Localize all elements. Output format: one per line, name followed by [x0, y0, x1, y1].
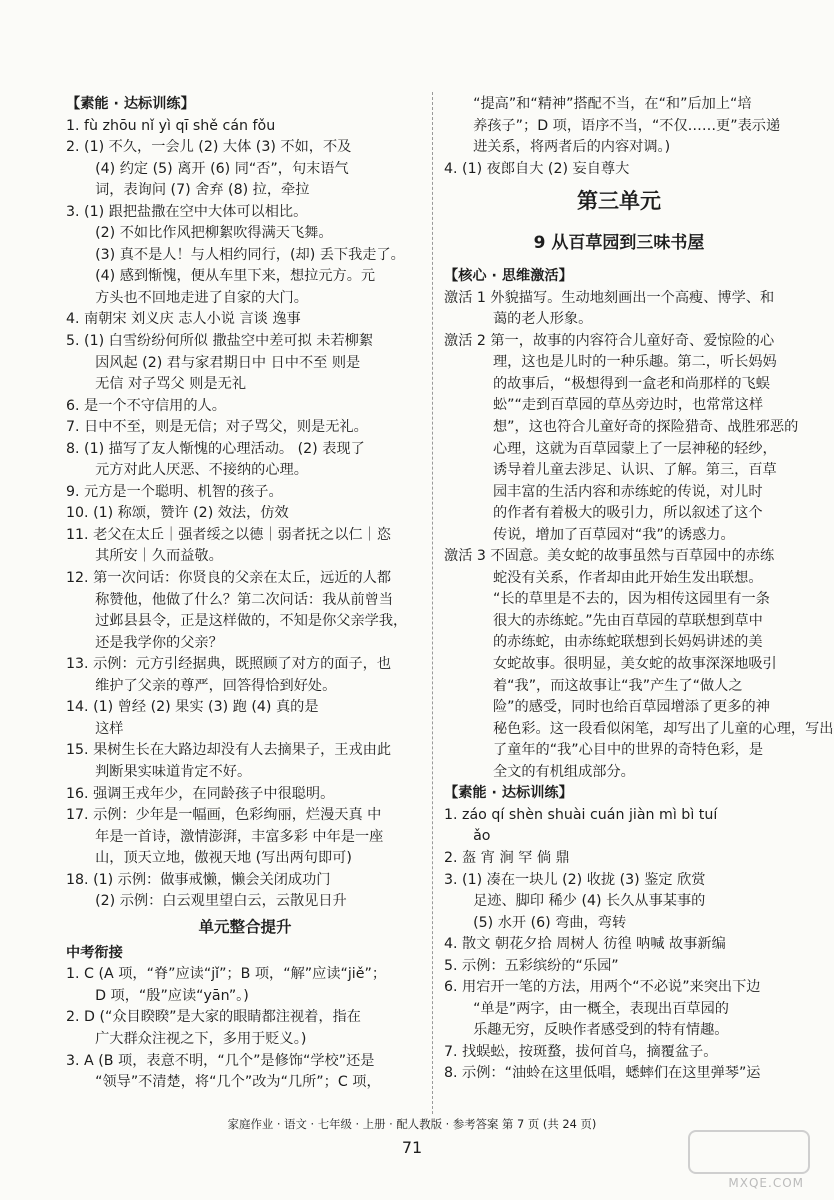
- answer-line: 蛇没有关系，作者却由此开始生发出联想。: [492, 569, 763, 586]
- answer-line: 2. (1) 不久，一会儿 (2) 大体 (3) 不如，不及: [66, 139, 352, 156]
- answer-line: 进关系，将两者后的内容对调。): [473, 139, 671, 156]
- answer-line: 女蛇故事。很明显，美女蛇的故事深深地吸引: [492, 656, 777, 673]
- answer-line: 14. (1) 曾经 (2) 果实 (3) 跑 (4) 真的是: [66, 699, 319, 716]
- column-divider: [432, 92, 434, 1114]
- answer-line: 3. A (B 项，表意不明，“几个”是修饰“学校”还是: [66, 1052, 375, 1069]
- answer-line: “领导”不清楚，将“几个”改为“几所”；C 项，: [95, 1074, 381, 1091]
- answer-line: 无信 对子骂父 则是无礼: [95, 376, 247, 393]
- answer-line: 还是我学你的父亲？: [95, 634, 223, 651]
- left-column: [66, 94, 424, 1094]
- answer-line: 9. 元方是一个聪明、机智的孩子。: [66, 483, 283, 500]
- answer-line: 的故事后，“极想得到一盒老和尚那样的飞蜈: [492, 375, 770, 392]
- answer-line: 7. 日中不至，则是无信；对子骂父，则是无礼。: [66, 419, 368, 436]
- answer-line: 广大群众注视之下，多用于贬义。): [95, 1030, 307, 1047]
- answer-line: 判断果实味道肯定不好。: [95, 763, 252, 780]
- answer-line: D 项，“殷”应读“yān”。): [95, 987, 249, 1004]
- answer-line: 山，顶天立地，傲视天地 (写出两句即可): [95, 850, 352, 867]
- answer-line: 称赞他，他做了什么？第二次问话：我从前曾当: [95, 591, 394, 608]
- answer-line: 15. 果树生长在大路边却没有人去摘果子，王戎由此: [66, 742, 392, 759]
- answer-line: 3. (1) 跟把盐撒在空中大体可以相比。: [66, 203, 308, 220]
- answer-line: 维护了父亲的尊严，回答得恰到好处。: [95, 677, 337, 694]
- answer-line: 秘色彩。这一段看似闲笔，却写出了儿童的心理，写出: [492, 720, 834, 737]
- section-heading: 【素能 · 达标训练】: [444, 785, 573, 802]
- page-footer: 家庭作业 · 语文 · 七年级 · 上册 · 配人教版 · 参考答案 第 7 页 (共 24 页): [227, 1117, 597, 1131]
- lesson-title: 9 从百草园到三味书屋: [533, 233, 705, 254]
- section-heading: 中考衔接: [66, 944, 123, 961]
- answer-line: 16. 强调王戎年少，在同龄孩子中很聪明。: [66, 785, 335, 802]
- answer-line: 蔼的老人形象。: [492, 311, 593, 328]
- answer-line: 13. 示例：元方引经据典，既照顾了对方的面子，也: [66, 656, 392, 673]
- answer-line: 全文的有机组成部分。: [492, 763, 635, 780]
- answer-line: 5. (1) 白雪纷纷何所似 撒盐空中差可拟 未若柳絮: [66, 333, 374, 350]
- answer-line: ǎo: [473, 828, 491, 845]
- answer-line: 激活 2 第一，故事的内容符合儿童好奇、爱惊险的心: [444, 332, 775, 349]
- answer-line: 17. 示例：少年是一幅画，色彩绚丽，烂漫天真 中: [66, 807, 382, 824]
- answer-line: 过邺县县令，正是这样做的，不知是你父亲学我，: [95, 613, 408, 630]
- answer-line: “单是”两字，由一概全，表现出百草园的: [473, 1000, 729, 1017]
- answer-line: 诱导着儿童去涉足、认识、了解。第三，百草: [492, 462, 777, 479]
- answer-line: “长的草里是不去的，因为相传这园里有一条: [492, 591, 770, 608]
- page-number: 71: [401, 1138, 423, 1157]
- answer-line: (2) 不如比作风把柳絮吹得满天飞舞。: [95, 225, 333, 242]
- answer-line: 足迹、脚印 稀少 (4) 长久从事某事的: [473, 893, 706, 910]
- answer-line: 1. záo qí shèn shuài cuán jiàn mì bì tuí: [444, 806, 718, 823]
- answer-line: (2) 示例：白云观里望白云，云散见日升: [95, 893, 347, 910]
- answer-line: 年是一首诗，激情澎湃，丰富多彩 中年是一座: [95, 828, 384, 845]
- answer-line: “提高”和“精神”搭配不当，在“和”后加上“培: [473, 96, 752, 112]
- answer-line: 4. (1) 夜郎自大 (2) 妄自尊大: [444, 160, 630, 177]
- right-column: [444, 94, 834, 1085]
- answer-line: 其所安｜久而益敬。: [95, 548, 223, 565]
- answer-line: (3) 真不是人！与人相约同行，(却) 丢下我走了。: [95, 246, 405, 263]
- answer-line: (4) 约定 (5) 离开 (6) 同“否”，句末语气: [95, 160, 349, 177]
- answer-line: 8. 示例：“油蛉在这里低唱，蟋蟀们在这里弹琴”运: [444, 1065, 761, 1082]
- answer-line: 激活 3 不固意。美女蛇的故事虽然与百草园中的赤练: [444, 548, 775, 565]
- answer-line: 险”的感受，同时也给百草园增添了更多的神: [492, 699, 770, 716]
- answer-line: 10. (1) 称颂，赞许 (2) 效法，仿效: [66, 505, 289, 522]
- watermark-text: MXQE.COM: [728, 1176, 804, 1190]
- answer-line: 词，表询问 (7) 舍弃 (8) 拉，牵拉: [95, 182, 310, 199]
- answer-line: 着“我”，而这故事让“我”产生了“做人之: [492, 677, 743, 694]
- answer-line: 心理，这就为百草园蒙上了一层神秘的轻纱，: [492, 440, 777, 457]
- answer-line: 6. 用宕开一笔的方法，用两个“不必说”来突出下边: [444, 979, 761, 996]
- answer-line: 1. fù zhōu nǐ yì qī shě cán fǒu: [66, 117, 276, 134]
- unit-title: 第三单元: [577, 189, 661, 214]
- answer-line: 2. D (“众目睽睽”是大家的眼睛都注视着，指在: [66, 1009, 361, 1026]
- answer-line: 18. (1) 示例：做事戒懒，懒会关闭成功门: [66, 871, 331, 888]
- answer-line: (5) 水开 (6) 弯曲，弯转: [473, 914, 627, 931]
- answer-line: 元方对此人厌恶、不接纳的心理。: [95, 462, 308, 479]
- answer-line: 6. 是一个不守信用的人。: [66, 397, 226, 414]
- answer-line: 2. 盔 宵 涧 罕 倘 鼎: [444, 849, 570, 866]
- answer-line: 这样: [95, 720, 124, 737]
- answer-line: 5. 示例：五彩缤纷的“乐园”: [444, 957, 619, 974]
- section-heading: 【核心 · 思维激活】: [444, 268, 573, 285]
- answer-line: 了童年的“我”心目中的世界的奇特色彩，是: [492, 742, 764, 759]
- answer-line: 蚣”“走到百草园的草丛旁边时，也常常这样: [492, 397, 764, 414]
- answer-line: 很大的赤练蛇。”先由百草园的草联想到草中: [492, 612, 763, 629]
- answer-line: 想”，这也符合儿童好奇的探险猎奇、战胜邪恶的: [492, 419, 799, 436]
- answer-line: 7. 找蜈蚣，按斑蝥，拔何首乌，摘覆盆子。: [444, 1043, 718, 1060]
- answer-line: 11. 老父在太丘｜强者绥之以德｜弱者抚之以仁｜恣: [66, 526, 392, 543]
- answer-line: 的赤练蛇，由赤练蛇联想到长妈妈讲述的美: [492, 634, 763, 651]
- answer-line: 激活 1 外貌描写。生动地刻画出一个高瘦、博学、和: [444, 289, 775, 306]
- answer-line: 的作者有着极大的吸引力，所以叙述了这个: [492, 505, 763, 522]
- watermark-box-icon: [688, 1130, 810, 1174]
- answer-line: 3. (1) 凑在一块儿 (2) 收拢 (3) 鉴定 欣赏: [444, 871, 706, 888]
- answer-line: 传说，增加了百草园对“我”的诱惑力。: [492, 526, 735, 543]
- answer-line: 12. 第一次问话：你贤良的父亲在太丘，远近的人都: [66, 570, 392, 587]
- answer-line: 方头也不回地走进了自家的大门。: [95, 289, 308, 306]
- answer-line: 1. C (A 项，“脊”应读“jǐ”；B 项，“解”应读“jiě”；: [66, 966, 387, 983]
- answer-line: 8. (1) 描写了友人惭愧的心理活动。 (2) 表现了: [66, 440, 365, 457]
- answer-line: 养孩子”；D 项，语序不当，“不仅……更”表示递: [473, 117, 781, 134]
- answer-line: 乐趣无穷，反映作者感受到的特有情趣。: [473, 1022, 729, 1039]
- watermark-logo: [690, 1130, 810, 1190]
- answer-line: 因风起 (2) 君与家君期日中 日中不至 则是: [95, 354, 361, 371]
- answer-line: 理，这也是儿时的一种乐趣。第二，听长妈妈: [492, 354, 777, 371]
- answer-line: (4) 感到惭愧，便从车里下来，想拉元方。元: [95, 268, 376, 285]
- unit-review-title: 单元整合提升: [198, 917, 292, 936]
- answer-line: 4. 散文 朝花夕拾 周树人 彷徨 呐喊 故事新编: [444, 936, 726, 953]
- answer-line: 4. 南朝宋 刘义庆 志人小说 言谈 逸事: [66, 311, 301, 328]
- answer-line: 园丰富的生活内容和赤练蛇的传说，对儿时: [492, 483, 763, 500]
- section-heading: 【素能 · 达标训练】: [66, 96, 195, 112]
